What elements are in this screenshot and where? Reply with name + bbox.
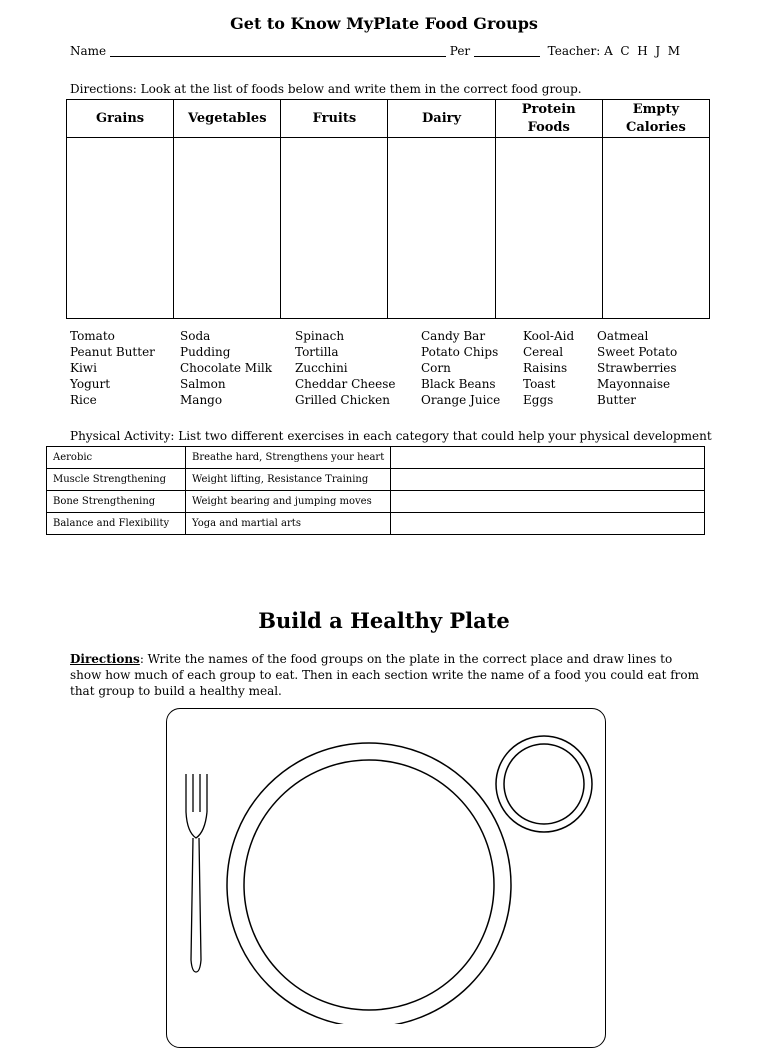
activity-example: Yoga and martial arts [186,513,391,535]
food-list-column-6 [597,328,677,408]
activity-answer-cell[interactable] [391,447,705,469]
food-item: Yogurt [70,377,111,391]
food-item: Sweet Potato [597,345,678,359]
food-item: Pudding [180,345,231,359]
food-item: Spinach [295,329,345,343]
food-list-column-5 [523,328,574,408]
header-fruits: Fruits [281,100,388,138]
answer-cell-protein-foods[interactable] [495,138,602,319]
food-item: Kiwi [70,361,97,375]
food-item: Orange Juice [421,393,501,407]
activity-category: Balance and Flexibility [47,513,186,535]
name-label: Name [70,44,107,58]
activity-row-balance [47,513,705,535]
answer-cell-vegetables[interactable] [174,138,281,319]
activity-answer-cell[interactable] [391,513,705,535]
food-item: Potato Chips [421,345,499,359]
side-plate[interactable] [496,736,592,832]
food-item: Corn [421,361,451,375]
teacher-options[interactable]: A C H J M [604,44,681,58]
food-item: Raisins [523,361,568,375]
food-group-directions: Directions: Look at the list of foods below and write them in the correct food group. [70,82,582,96]
food-item: Tomato [70,329,115,343]
worksheet-title: Get to Know MyPlate Food Groups [230,14,538,33]
answer-cell-empty-calories[interactable] [602,138,709,319]
food-item: Butter [597,393,637,407]
food-list-column-1 [70,328,155,408]
activity-row-aerobic [47,447,705,469]
food-item: Rice [70,393,97,407]
header-empty-calories: Empty Calories [602,100,709,138]
food-list-column-2 [180,328,272,408]
food-item: Oatmeal [597,329,649,343]
activity-category: Bone Strengthening [47,491,186,513]
period-field[interactable] [474,46,540,57]
food-item: Cheddar Cheese [295,377,396,391]
food-group-table [66,99,710,319]
physical-activity-table [46,446,705,535]
activity-category: Aerobic [47,447,186,469]
activity-row-muscle [47,469,705,491]
food-item: Salmon [180,377,226,391]
healthy-plate-directions [70,651,700,699]
food-list-column-3 [295,328,395,408]
food-group-header-row [67,100,710,138]
answer-cell-fruits[interactable] [281,138,388,319]
food-item: Candy Bar [421,329,486,343]
food-item: Tortilla [295,345,339,359]
food-item: Toast [523,377,556,391]
directions-label: Directions [70,652,140,666]
food-item: Mango [180,393,223,407]
activity-example: Weight bearing and jumping moves [186,491,391,513]
activity-category: Muscle Strengthening [47,469,186,491]
healthy-plate-title: Build a Healthy Plate [258,608,510,633]
teacher-label: Teacher: [547,44,601,58]
activity-example: Breathe hard, Strengthens your heart [186,447,391,469]
activity-answer-cell[interactable] [391,469,705,491]
food-item: Eggs [523,393,554,407]
food-item: Chocolate Milk [180,361,273,375]
name-field[interactable] [110,46,446,57]
food-item: Grilled Chicken [295,393,391,407]
header-protein-foods: Protein Foods [495,100,602,138]
food-item: Zucchini [295,361,348,375]
activity-example: Weight lifting, Resistance Training [186,469,391,491]
answer-cell-grains[interactable] [67,138,174,319]
activity-answer-cell[interactable] [391,491,705,513]
header-vegetables: Vegetables [174,100,281,138]
per-label: Per [449,44,471,58]
directions-text: : Write the names of the food groups on the plate in the correct place and draw lines to show how much of each group to eat. Then in each section write the name of a food you could eat from that group to build a healthy meal. [70,652,700,698]
food-item: Peanut Butter [70,345,155,359]
dinner-plate[interactable] [227,743,511,1024]
answer-cell-dairy[interactable] [388,138,495,319]
plate-drawing[interactable] [160,700,600,1024]
physical-activity-label: Physical Activity: List two different exercises in each category that could help your physical development [70,429,712,443]
food-item: Strawberries [597,361,677,375]
activity-row-bone [47,491,705,513]
food-item: Kool-Aid [523,329,575,343]
food-item: Mayonnaise [597,377,671,391]
food-item: Soda [180,329,211,343]
fork-icon [186,774,207,972]
student-info-line [70,44,680,58]
food-group-answer-row [67,138,710,319]
header-dairy: Dairy [388,100,495,138]
food-item: Cereal [523,345,564,359]
food-item: Black Beans [421,377,496,391]
header-grains: Grains [67,100,174,138]
food-list-column-4 [421,328,500,408]
